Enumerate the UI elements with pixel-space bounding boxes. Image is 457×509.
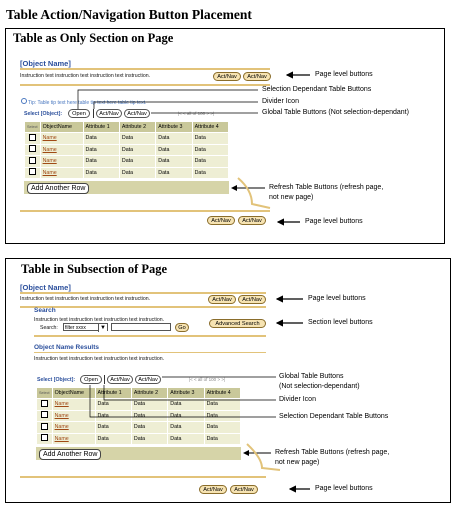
row-cell: Data [168,422,204,434]
row-cell: Data [204,399,240,411]
bottom-rule [20,210,270,212]
row-cell: Data [192,167,228,179]
annotation-divider: Divider Icon [262,98,299,105]
row-cell: Data [119,144,155,156]
select-object-label: Select [Object]: [24,111,63,117]
filter-select[interactable] [63,323,108,331]
row-name-link[interactable]: Name [40,144,83,156]
row-cell: Data [168,399,204,411]
row-cell: Data [119,167,155,179]
col-attribute-1[interactable]: Attribute 1 [95,388,131,399]
annotation-global-table: Global Table Buttons (Not selection-dependant) [262,109,409,116]
page-act-nav-button-2[interactable]: Act/Nav [238,295,266,304]
table-row [37,433,241,445]
row-name-link[interactable]: Name [52,410,95,422]
row-checkbox[interactable] [41,411,48,418]
object-name-heading: [Object Name] [20,59,71,68]
row-checkbox[interactable] [29,157,36,164]
annotation-page-level: Page level buttons [315,71,373,78]
row-cell: Data [119,133,155,145]
search-instruction: Instruction text instruction text instruction text instruction. [34,317,165,323]
row-name-link[interactable]: Name [52,422,95,434]
row-name-link[interactable]: Name [52,399,95,411]
table-pager[interactable]: |< < all of 100 > >| [189,377,226,382]
search-input[interactable] [111,323,171,331]
row-checkbox[interactable] [29,168,36,175]
row-checkbox[interactable] [41,434,48,441]
table-tip [21,98,146,106]
results-section-title: Object Name Results [34,344,100,351]
bottom-act-nav-button-1[interactable]: Act/Nav [207,216,235,225]
search-rule [34,335,266,337]
annotation-selection-dependant: Selection Dependant Table Buttons [279,413,389,420]
bottom-frame-title: Table in Subsection of Page [21,262,168,276]
row-cell: Data [83,144,119,156]
page-act-nav-button-1[interactable]: Act/Nav [208,295,236,304]
instruction-rule [20,306,266,308]
page-act-nav-button-1[interactable]: Act/Nav [213,72,241,81]
row-cell: Data [95,422,131,434]
row-cell: Data [131,399,167,411]
row-cell: Data [192,144,228,156]
table-toolbar [24,111,62,117]
table-row [37,399,241,411]
row-name-link[interactable]: Name [40,133,83,145]
col-select: Select [37,388,53,399]
col-attribute-1[interactable]: Attribute 1 [83,122,119,133]
table-row [37,422,241,434]
row-cell: Data [95,399,131,411]
table-act-nav-button-1[interactable]: Act/Nav [107,375,133,384]
results-instruction: Instruction text instruction text instruction text instruction. [34,356,165,362]
table-header-row [25,122,229,133]
row-checkbox[interactable] [29,145,36,152]
annotation-page-level-bottom: Page level buttons [315,485,373,492]
tip-text: Tip: Table tip text here table tip text here table tip text. [28,100,147,106]
add-another-row-button[interactable]: Add Another Row [39,449,101,460]
table-header-row [37,388,241,399]
col-attribute-4[interactable]: Attribute 4 [192,122,228,133]
row-cell: Data [192,133,228,145]
row-cell: Data [204,422,240,434]
col-attribute-2[interactable]: Attribute 2 [119,122,155,133]
table-row [25,167,229,179]
table-row [25,156,229,168]
row-cell: Data [131,433,167,445]
go-button[interactable]: Go [175,323,189,332]
annotation-page-level: Page level buttons [308,295,366,302]
row-checkbox[interactable] [41,400,48,407]
bottom-act-nav-button-2[interactable]: Act/Nav [238,216,266,225]
table-act-nav-button-1[interactable]: Act/Nav [96,109,122,118]
annotation-refresh-2: not new page) [275,459,320,466]
row-cell: Data [131,410,167,422]
col-object-name[interactable]: ObjectName [40,122,83,133]
row-cell: Data [192,156,228,168]
col-select: Select [25,122,41,133]
data-table [36,387,241,445]
divider-icon [104,375,105,384]
row-cell: Data [168,433,204,445]
bottom-act-nav-button-1[interactable]: Act/Nav [199,485,227,494]
bottom-rule [20,476,266,478]
table-row [37,410,241,422]
select-object-label: Select [Object]: [37,377,76,383]
page-act-nav-button-2[interactable]: Act/Nav [243,72,271,81]
data-table [24,121,229,179]
row-cell: Data [95,410,131,422]
title-rule [20,292,266,294]
annotation-global-1: Global Table Buttons [279,373,344,380]
row-cell: Data [131,422,167,434]
instruction-text: Instruction text instruction text instruction text instruction. [20,296,151,302]
table-act-nav-button-2[interactable]: Act/Nav [124,109,150,118]
instruction-text: Instruction text instruction text instruction text instruction. [20,73,151,79]
filter-value: filter xxxx [65,325,86,331]
annotation-divider: Divider Icon [279,396,316,403]
row-checkbox[interactable] [29,134,36,141]
annotation-refresh-1: Refresh Table Buttons (refresh page, [275,449,390,456]
row-cell: Data [83,167,119,179]
row-cell: Data [156,156,192,168]
page-title: Table Action/Navigation Button Placement [6,7,252,22]
row-cell: Data [156,133,192,145]
title-rule [20,68,270,70]
table-toolbar [37,377,75,383]
annotation-refresh-1: Refresh Table Buttons (refresh page, [269,184,384,191]
col-attribute-2[interactable]: Attribute 2 [131,388,167,399]
annotation-section-level: Section level buttons [308,319,373,326]
row-cell: Data [204,410,240,422]
table-row [25,133,229,145]
col-attribute-3[interactable]: Attribute 3 [168,388,204,399]
search-section-title: Search [34,307,56,314]
row-name-link[interactable]: Name [52,433,95,445]
table-row [25,144,229,156]
col-attribute-3[interactable]: Attribute 3 [156,122,192,133]
annotation-global-2: (Not selection-dependant) [279,383,360,390]
annotation-page-level-bottom: Page level buttons [305,218,363,225]
row-cell: Data [156,144,192,156]
col-object-name[interactable]: ObjectName [52,388,95,399]
row-cell: Data [95,433,131,445]
object-name-heading: [Object Name] [20,283,71,292]
divider-icon [93,109,94,118]
row-name-link[interactable]: Name [40,156,83,168]
open-button[interactable]: Open [68,109,90,118]
annotation-selection-dependant: Selection Dependant Table Buttons [262,86,372,93]
instruction-rule [20,84,270,86]
results-rule [34,352,266,353]
row-name-link[interactable]: Name [40,167,83,179]
row-cell: Data [83,133,119,145]
add-another-row-button[interactable]: Add Another Row [27,183,89,194]
row-cell: Data [168,410,204,422]
table-pager[interactable]: |< < all of 100 > >| [178,111,215,116]
dropdown-arrow-icon: ▼ [98,324,107,332]
annotation-refresh-2: not new page) [269,194,314,201]
bottom-act-nav-button-2[interactable]: Act/Nav [230,485,258,494]
advanced-search-button[interactable]: Advanced Search [209,319,266,328]
row-cell: Data [156,167,192,179]
tip-circle-icon [21,98,27,104]
top-frame-title: Table as Only Section on Page [13,31,174,45]
col-attribute-4[interactable]: Attribute 4 [204,388,240,399]
row-cell: Data [83,156,119,168]
row-cell: Data [119,156,155,168]
row-cell: Data [204,433,240,445]
open-button[interactable]: Open [80,375,102,384]
row-checkbox[interactable] [41,423,48,430]
table-act-nav-button-2[interactable]: Act/Nav [135,375,161,384]
search-label: Search: [40,325,58,331]
